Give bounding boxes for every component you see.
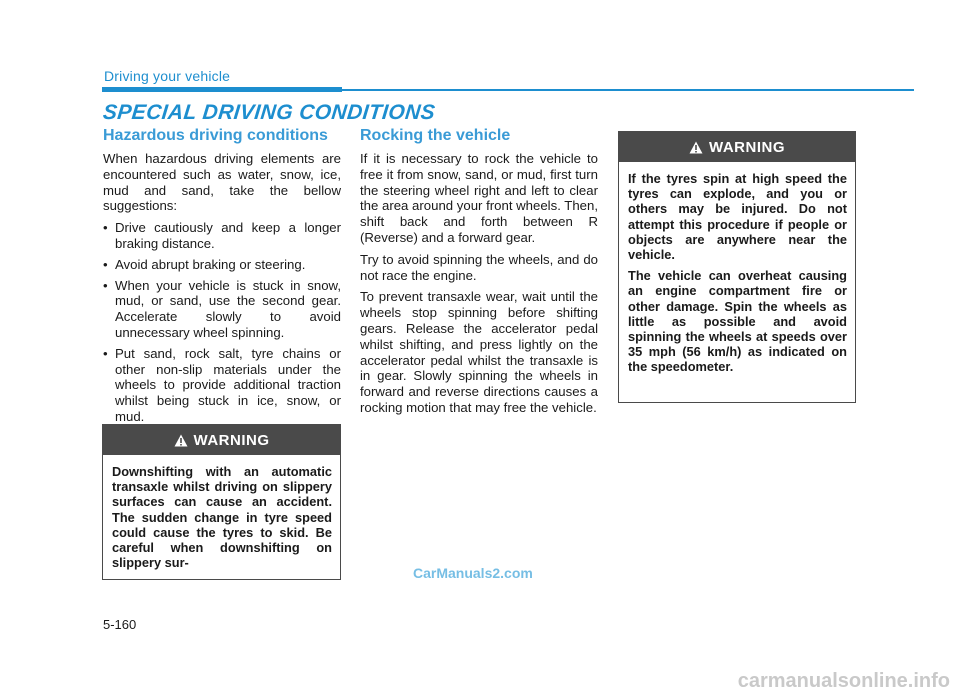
section-header: Driving your vehicle [104,68,231,84]
warning-label: WARNING [193,431,270,449]
hazardous-list [103,220,341,425]
warning-text: If the tyres spin at high speed the tyres can explode, and you or others may be injured. Do not attempt this procedure if people or objects are anywhere near the vehicle. The vehicle can overheat causing an engine compartment fire or other damage. Spin the wheels as little as possible and avoid spinning the wheels at speeds over 35 mph (56 km/h) as indicated on the speedometer. [628,171,847,375]
header-rule-thick [102,87,342,92]
bullet-icon: • [103,256,108,272]
warning-header [619,132,855,162]
rocking-paragraph: If it is necessary to rock the vehicle to free it from snow, sand, or mud, first turn the steering wheel right and left to clear the area around your front wheels. Then, shift back and forth between R (Reverse) and a forward gear. [360,151,599,245]
list-item: • Avoid abrupt braking or steering. [103,256,306,272]
warning-triangle-icon [174,434,188,447]
list-item: • Drive cautiously and keep a longer braking distance. [103,220,341,251]
bullet-icon: • [103,220,108,236]
hazardous-intro: When hazardous driving elements are encountered such as water, snow, ice, mud and sand, take the bellow suggestions: [103,151,341,214]
rocking-paragraph: Try to avoid spinning the wheels, and do not race the engine. [360,251,598,283]
warning-box-downshifting [102,424,341,580]
warning-header [103,425,340,455]
rocking-paragraph: To prevent transaxle wear, wait until the wheels stop spinning before shifting gears. Release the accelerator pedal whilst shifting, and press lightly on the accelerator pedal whilst the transaxle is in gear. Slowly spinning the wheels in forward and reverse directions causes a rocking motion that may free the vehicle. [360,289,598,415]
warning-text: Downshifting with an automatic transaxle whilst driving on slippery surfaces can cause an accident. The sudden change in tyre speed could cause the tyres to skid. Be careful when downshifting on slippery sur- [112,464,332,571]
rocking-heading: Rocking the vehicle [360,127,511,144]
watermark-link[interactable]: CarManuals2.com [413,565,533,581]
page-number: 5-160 [103,617,137,632]
site-watermark: carmanualsonline.info [737,670,950,692]
warning-triangle-icon [689,141,703,154]
warning-box-tyre-spin [618,131,856,403]
header-rule-thin [342,89,914,91]
hazardous-section [103,127,341,430]
list-item: • Put sand, rock salt, tyre chains or other non-slip materials under the wheels to provide additional traction whilst being stuck in ice, snow, or mud. [103,345,341,424]
bullet-icon: • [103,277,108,293]
page-title: SPECIAL DRIVING CONDITIONS [101,101,437,124]
warning-label: WARNING [709,138,785,156]
rocking-section [360,127,598,422]
list-item: • When your vehicle is stuck in snow, mud, or sand, use the second gear. Accelerate slowly to avoid unnecessary wheel spinning. [103,277,341,340]
bullet-icon: • [103,345,108,361]
hazardous-heading: Hazardous driving conditions [103,127,328,144]
